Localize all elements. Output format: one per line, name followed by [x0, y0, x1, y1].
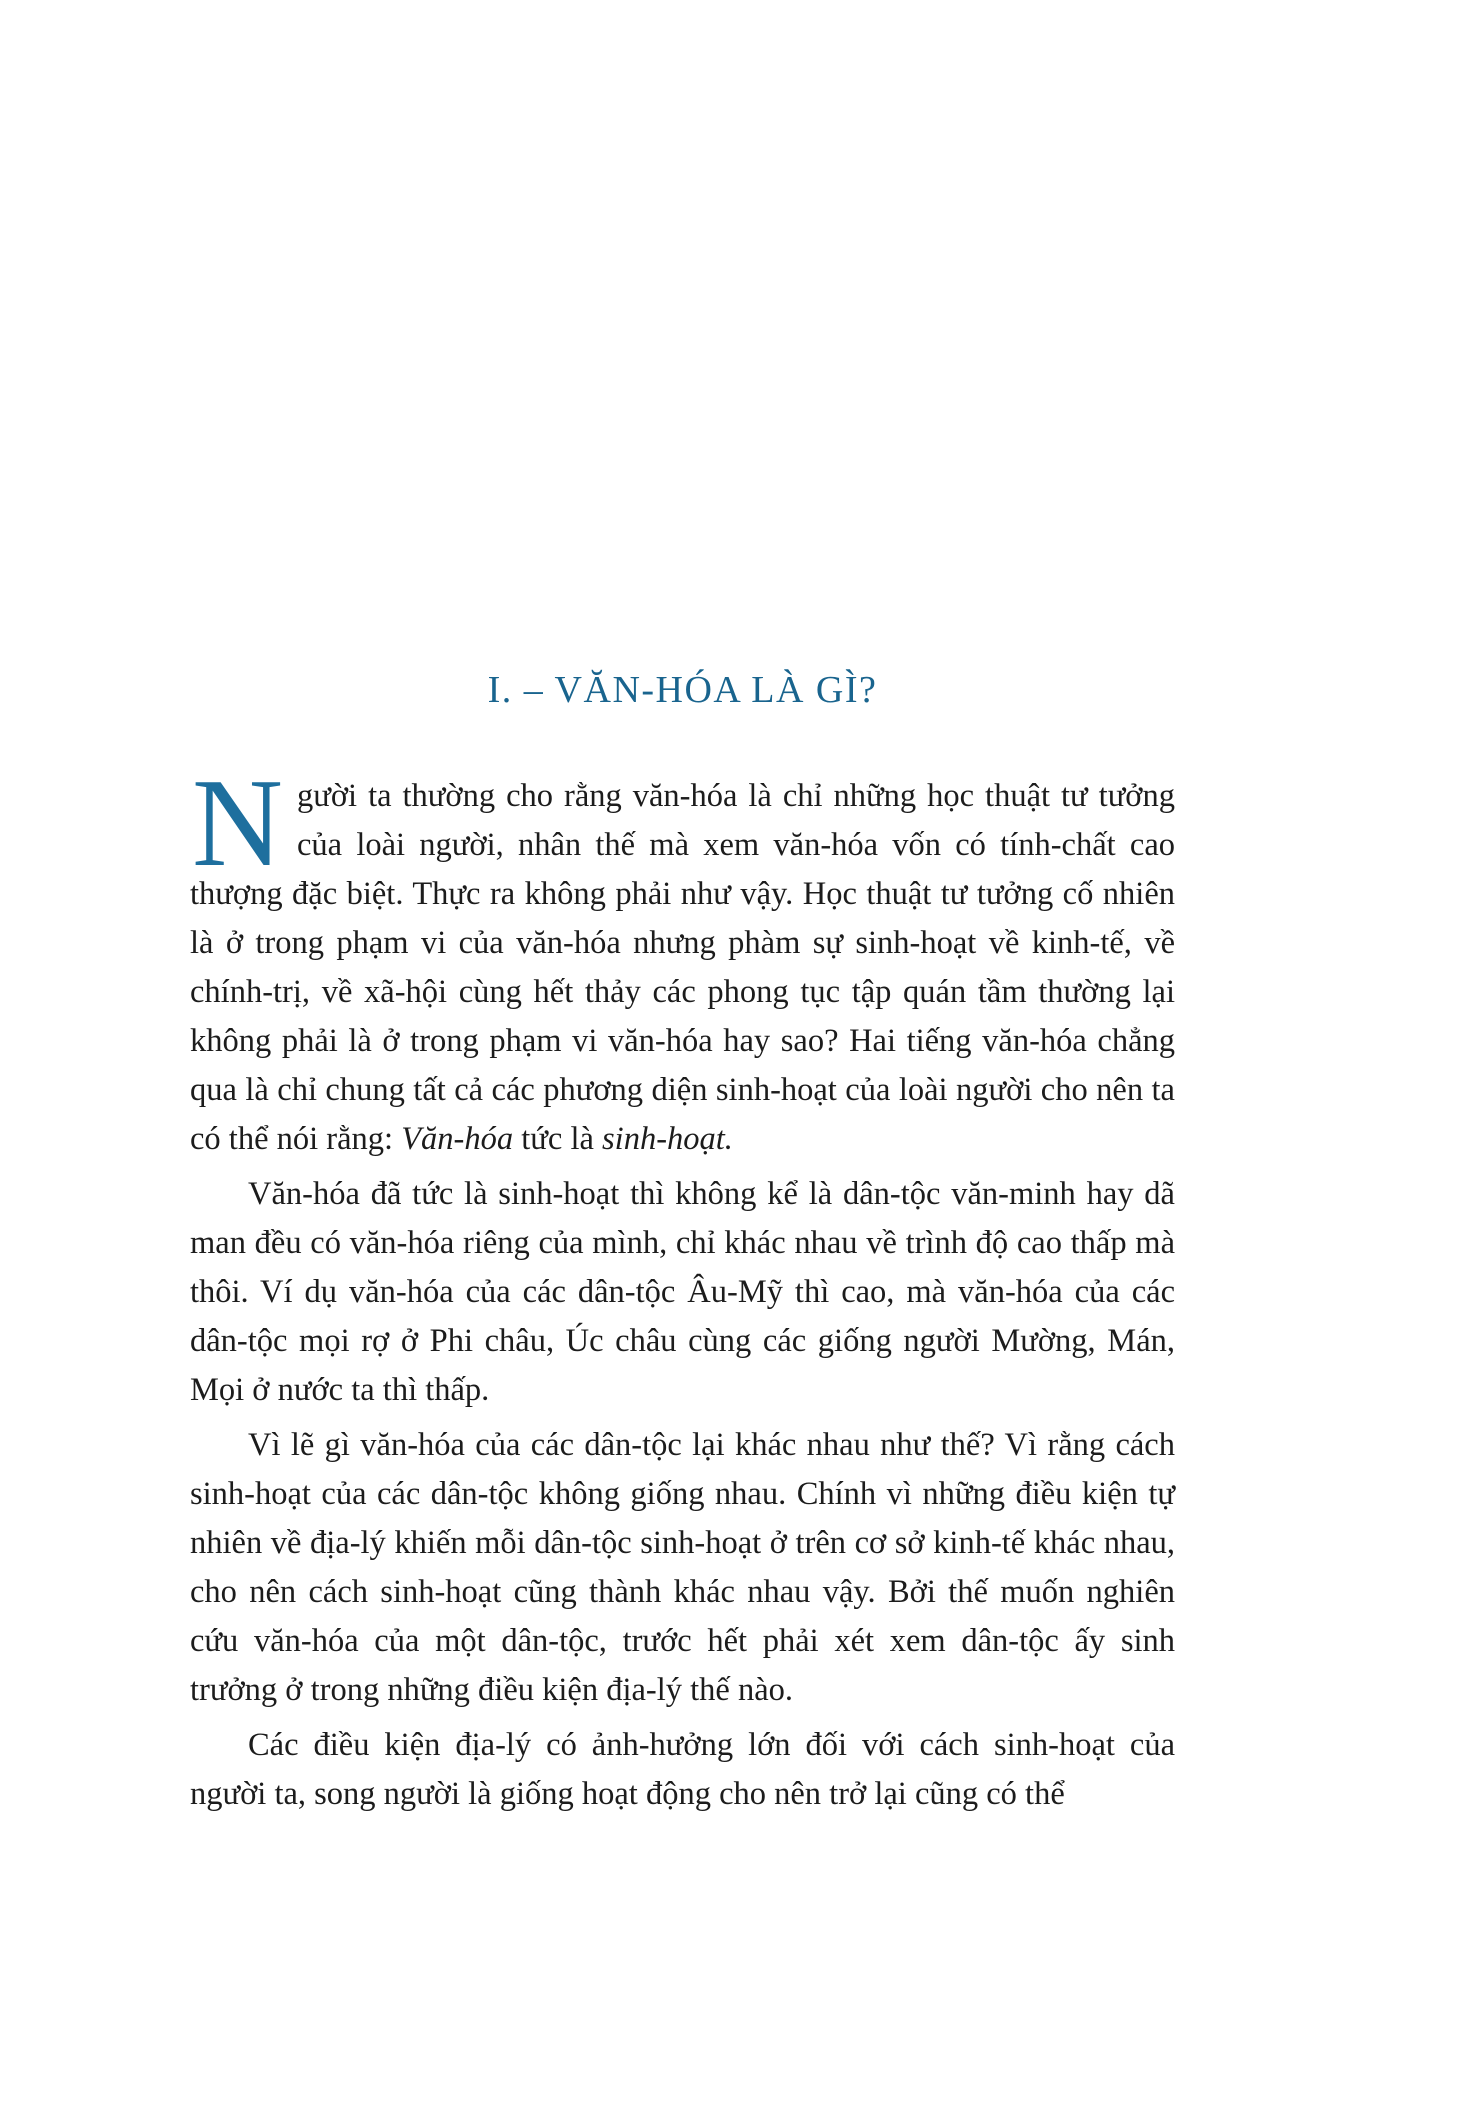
body-text: [190, 754, 1175, 1819]
dropcap-letter: N: [192, 754, 283, 893]
paragraph: Văn-hóa đã tức là sinh-hoạt thì không kể là dân-tộc văn-minh hay dã man đều có văn-hóa riêng của mình, chỉ khác nhau về trình độ cao thấp mà thôi. Ví dụ văn-hóa của các dân-tộc Âu-Mỹ thì cao, mà văn-hóa của các dân-tộc mọi rợ ở Phi châu, Úc châu cùng các giống người Mường, Mán, Mọi ở nước ta thì thấp.: [190, 1176, 1175, 1408]
paragraph: Các điều kiện địa-lý có ảnh-hưởng lớn đối với cách sinh-hoạt của người ta, song người là giống hoạt động cho nên trở lại cũng có thể: [190, 1727, 1175, 1812]
paragraph-dropcap: [190, 754, 1175, 1164]
paragraph: Vì lẽ gì văn-hóa của các dân-tộc lại khác nhau như thế? Vì rằng cách sinh-hoạt của các dân-tộc không giống nhau. Chính vì những điều kiện tự nhiên về địa-lý khiến mỗi dân-tộc sinh-hoạt ở trên cơ sở kinh-tế khác nhau, cho nên cách sinh-hoạt cũng thành khác nhau vậy. Bởi thế muốn nghiên cứu văn-hóa của một dân-tộc, trước hết phải xét xem dân-tộc ấy sinh trưởng ở trong những điều kiện địa-lý thế nào.: [190, 1427, 1175, 1708]
italic-term: sinh-hoạt.: [602, 1121, 733, 1157]
paragraph-text: tức là: [513, 1121, 603, 1157]
text-column: [190, 0, 1175, 1825]
paragraph-text: gười ta thường cho rằng văn-hóa là chỉ những học thuật tư tưởng của loài người, nhân thế mà xem văn-hóa vốn có tính-chất cao thượng đặc biệt. Thực ra không phải như vậy. Học thuật tư tưởng cố nhiên là ở trong phạm vi của văn-hóa nhưng phàm sự sinh-hoạt về kinh-tế, về chính-trị, về xã-hội cùng hết thảy các phong tục tập quán tầm thường lại không phải là ở trong phạm vi văn-hóa hay sao? Hai tiếng văn-hóa chẳng qua là chỉ chung tất cả các phương diện sinh-hoạt của loài người cho nên ta có thể nói rằng:: [190, 778, 1175, 1157]
italic-term: Văn-hóa: [401, 1121, 514, 1157]
chapter-heading: I. – VĂN-HÓA LÀ GÌ?: [487, 669, 878, 711]
